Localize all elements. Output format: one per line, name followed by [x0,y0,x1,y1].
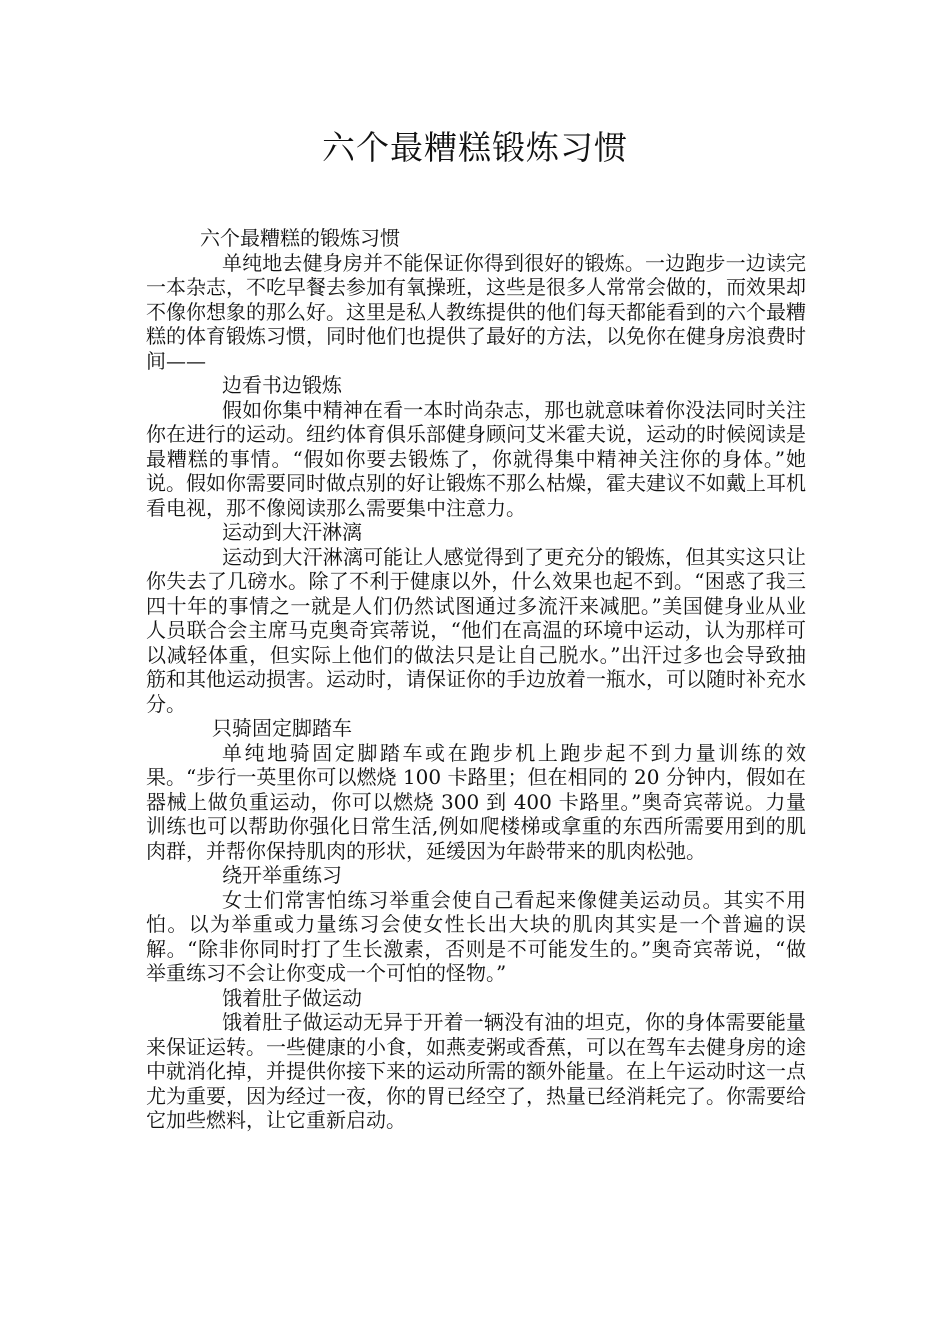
section-heading: 边看书边锻炼 [222,373,342,397]
section-paragraph: 假如你集中精神在看一本时尚杂志，那也就意味着你没法同时关注你在进行的运动。纽约体育俱乐部健身顾问艾米霍夫说，运动的时候阅读是最糟糕的事情。“假如你要去锻炼了，你就得集中精神关注你的身体。”她说。假如你需要同时做点别的好让锻炼不那么枯燥，霍夫建议不如戴上耳机看电视，那不像阅读那么需要集中注意力。 [146,397,806,520]
section-heading: 饿着肚子做运动 [222,985,362,1010]
section-heading: 只骑固定脚踏车 [212,716,352,740]
intro-paragraph: 单纯地去健身房并不能保证你得到很好的锻炼。一边跑步一边读完一本杂志，不吃早餐去参加有氧操班，这些是很多人常常会做的，而效果却不像你想象的那么好。这里是私人教练提供的他们每天都能看到的六个最糟糕的体育锻炼习惯，同时他们也提供了最好的方法，以免你在健身房浪费时间—— [146,250,806,373]
document-subtitle: 六个最糟糕的锻炼习惯 [200,226,400,250]
section-paragraph: 运动到大汗淋漓可能让人感觉得到了更充分的锻炼，但其实这只让你失去了几磅水。除了不利于健康以外，什么效果也起不到。“困惑了我三四十年的事情之一就是人们仍然试图通过多流汗来减肥。”美国健身业从业人员联合会主席马克奥奇宾蒂说，“他们在高温的环境中运动，认为那样可以减轻体重，但实际上他们的做法只是让自己脱水。”出汗过多也会导致抽筋和其他运动损害。运动时，请保证你的手边放着一瓶水，可以随时补充水分。 [146,544,806,716]
section-paragraph: 饿着肚子做运动无异于开着一辆没有油的坦克，你的身体需要能量来保证运转。一些健康的小食，如燕麦粥或香蕉，可以在驾车去健身房的途中就消化掉，并提供你接下来的运动所需的额外能量。在上午运动时这一点尤为重要，因为经过一夜，你的胃已经空了，热量已经消耗完了。你需要给它加些燃料，让它重新启动。 [146,1010,806,1132]
document-body [146,226,806,1133]
section-paragraph: 女士们常害怕练习举重会使自己看起来像健美运动员。其实不用怕。以为举重或力量练习会使女性长出大块的肌肉其实是一个普遍的误解。“除非你同时打了生长激素，否则是不可能发生的。”奥奇宾蒂说，“做举重练习不会让你变成一个可怕的怪物。” [146,887,806,985]
section-heading: 绕开举重练习 [222,863,342,887]
section-paragraph: 单纯地骑固定脚踏车或在跑步机上跑步起不到力量训练的效果。“步行一英里你可以燃烧 100 卡路里；但在相同的 20 分钟内，假如在器械上做负重运动，你可以燃烧 300 到 400 卡路里。”奥奇宾蒂说。力量训练也可以帮助你强化日常生活,例如爬楼梯或拿重的东西所需要用到的肌肉群，并帮你保持肌肉的形状，延缓因为年龄带来的肌肉松弛。 [146,740,806,863]
section-heading: 运动到大汗淋漓 [222,520,362,544]
document-title: 六个最糟糕锻炼习惯 [322,128,628,167]
